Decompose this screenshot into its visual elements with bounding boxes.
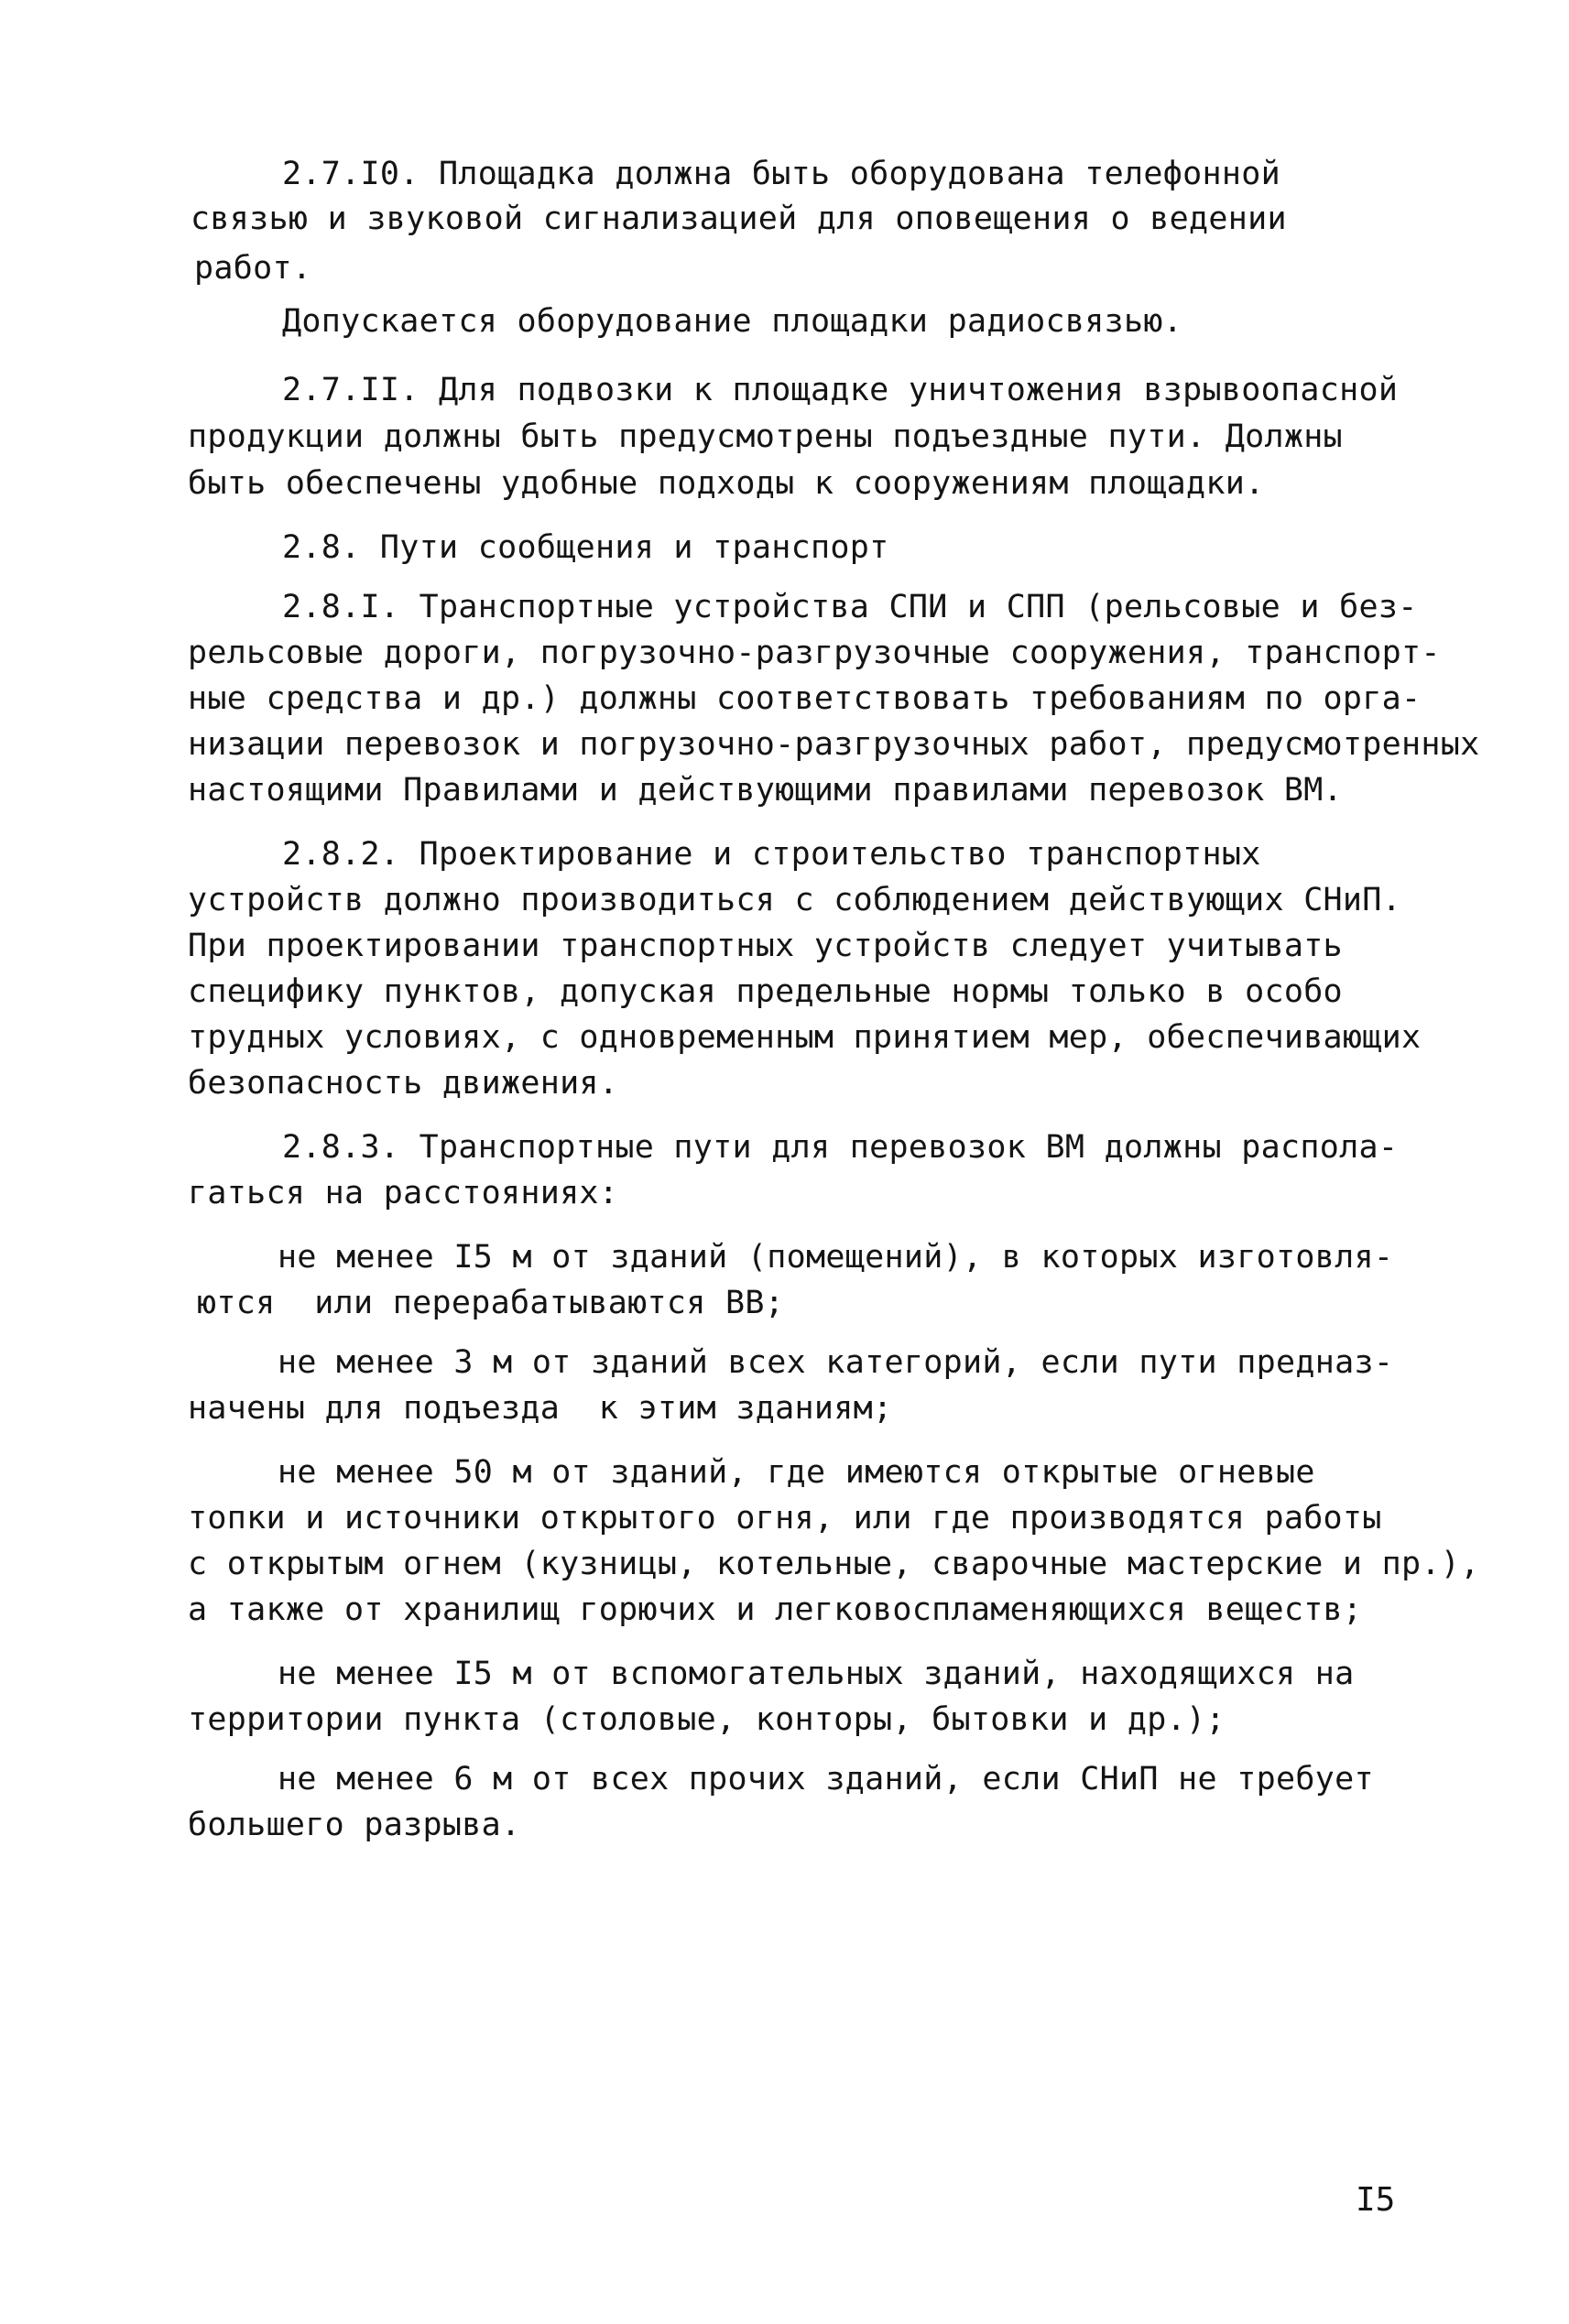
text-line: 2.8.2. Проектирование и строительство транспортных — [282, 836, 1261, 873]
text-line: Допускается оборудование площадки радиосвязью. — [282, 303, 1183, 340]
text-line: низации перевозок и погрузочно-разгрузочных работ, предусмотренных — [188, 726, 1480, 763]
text-line: большего разрыва. — [188, 1807, 521, 1843]
text-line: При проектировании транспортных устройств следует учитывать — [188, 928, 1343, 964]
text-line: безопасность движения. — [188, 1065, 619, 1102]
text-line: не менее 6 м от всех прочих зданий, если СНиП не требует — [278, 1761, 1374, 1797]
text-line: 2.8.I. Транспортные устройства СПИ и СПП (рельсовые и без- — [282, 589, 1418, 625]
section-title: 2.8. Пути сообщения и транспорт — [282, 529, 889, 566]
text-line: работ. — [194, 250, 312, 287]
text-line: а также от хранилищ горючих и легковоспламеняющихся веществ; — [188, 1591, 1363, 1628]
text-line: рельсовые дороги, погрузочно-разгрузочные сооружения, транспорт- — [188, 635, 1441, 671]
text-line: связью и звуковой сигнализацией для оповещения о ведении — [191, 201, 1287, 237]
text-line: трудных условиях, с одновременным принятием мер, обеспечивающих — [188, 1019, 1422, 1056]
text-line: настоящими Правилами и действующими правилами перевозок ВМ. — [188, 772, 1343, 809]
text-line: специфику пунктов, допуская предельные нормы только в особо — [188, 973, 1343, 1010]
text-line: не менее 50 м от зданий, где имеются открытые огневые — [278, 1454, 1315, 1491]
text-line: не менее I5 м от зданий (помещений), в которых изготовля- — [278, 1239, 1394, 1276]
text-line: ются или перерабатываются ВВ; — [197, 1285, 785, 1321]
text-line: территории пункта (столовые, конторы, бытовки и др.); — [188, 1701, 1226, 1738]
text-line: начены для подъезда к этим зданиям; — [188, 1390, 893, 1427]
page-number: I5 — [1356, 2181, 1396, 2219]
text-line: ные средства и др.) должны соответствовать требованиям по орга- — [188, 680, 1422, 717]
text-line: быть обеспечены удобные подходы к сооружениям площадки. — [188, 465, 1265, 502]
text-line: гаться на расстояниях: — [188, 1175, 619, 1211]
text-line: с открытым огнем (кузницы, котельные, сварочные мастерские и пр.), — [188, 1546, 1480, 1582]
text-line: не менее I5 м от вспомогательных зданий, находящихся на — [278, 1656, 1355, 1692]
text-line: топки и источники открытого огня, или где производятся работы — [188, 1500, 1382, 1537]
text-line: 2.7.II. Для подвозки к площадке уничтожения взрывоопасной — [282, 372, 1399, 408]
text-line: продукции должны быть предусмотрены подъездные пути. Должны — [188, 418, 1343, 455]
text-line: 2.8.3. Транспортные пути для перевозок ВМ должны распола- — [282, 1129, 1399, 1166]
text-line: устройств должно производиться с соблюдением действующих СНиП. — [188, 882, 1402, 918]
text-line: 2.7.I0. Площадка должна быть оборудована телефонной — [282, 156, 1280, 192]
text-line: не менее 3 м от зданий всех категорий, если пути предназ- — [278, 1344, 1394, 1381]
